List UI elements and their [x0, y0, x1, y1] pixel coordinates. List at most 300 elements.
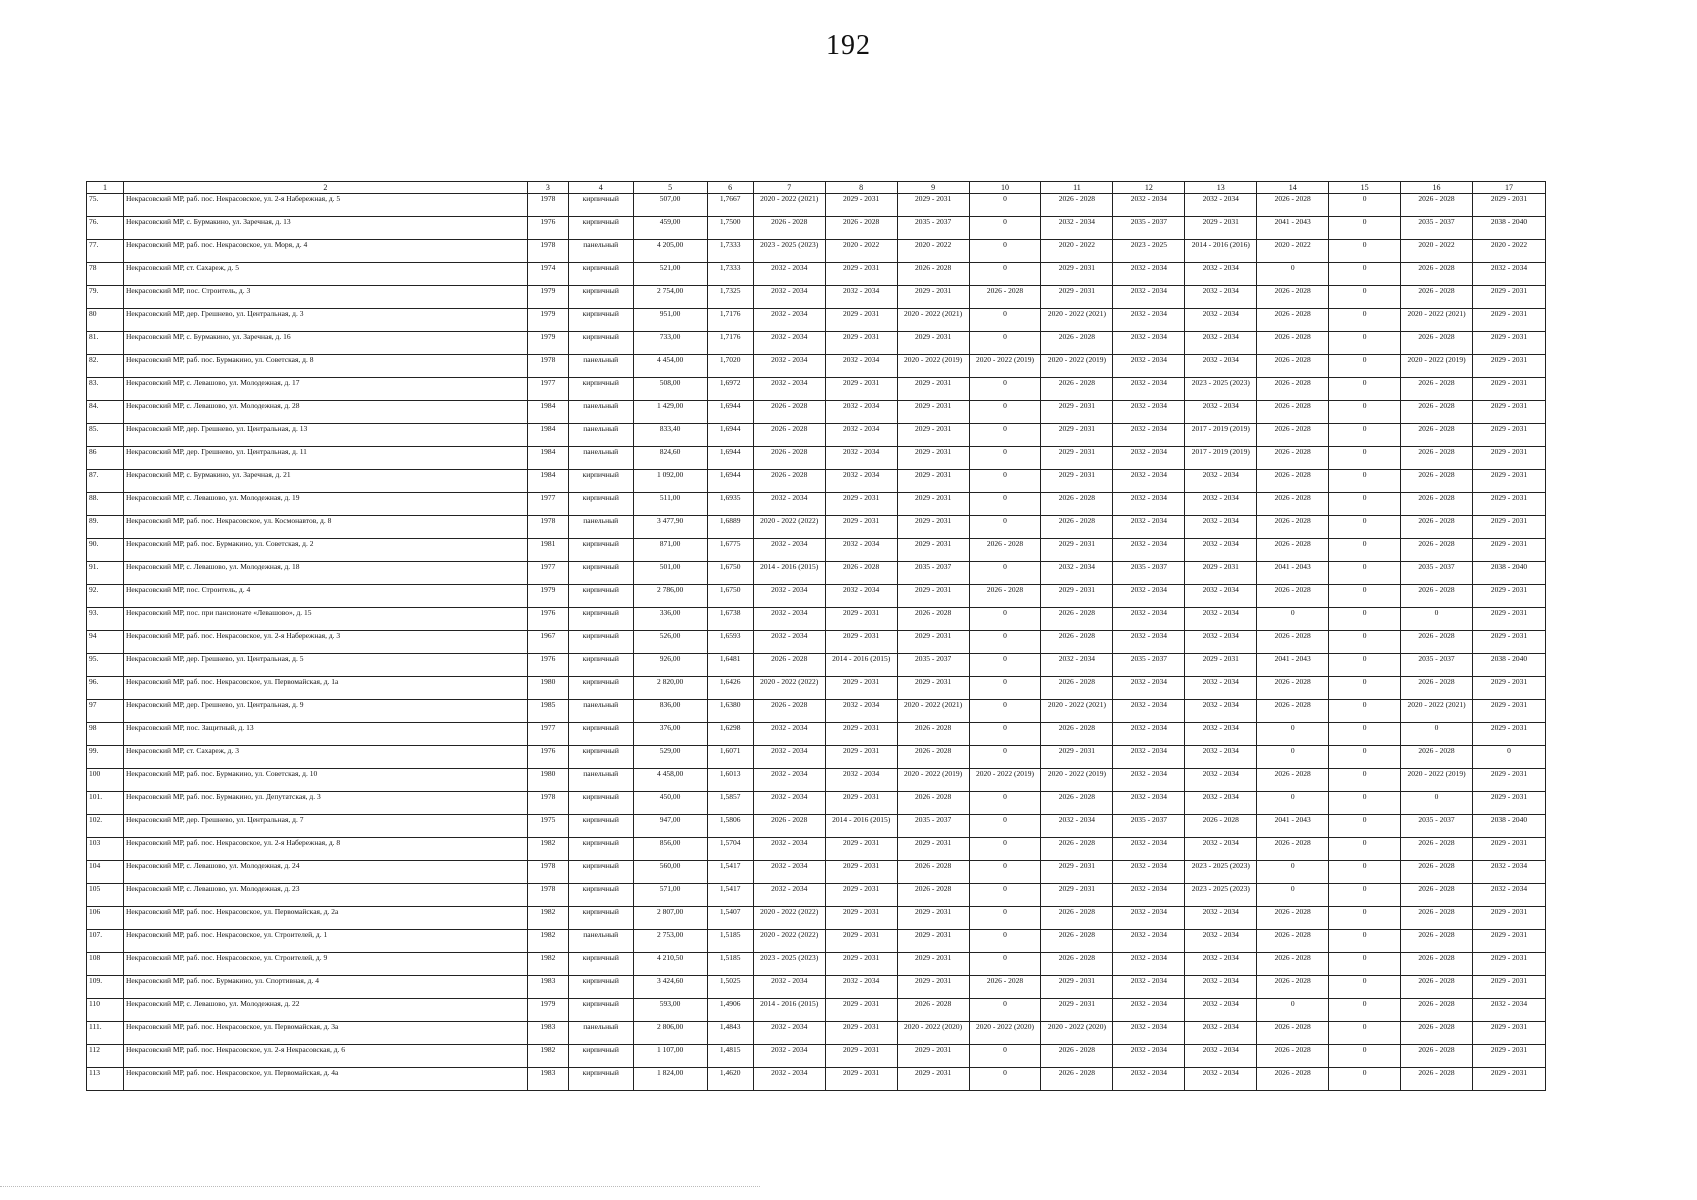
table-cell: 1983 [527, 976, 568, 999]
table-cell: 2032 - 2034 [1185, 677, 1257, 700]
table-cell: 2023 - 2025 (2023) [1185, 378, 1257, 401]
table-cell: 0 [969, 746, 1041, 769]
table-cell: 0 [1329, 815, 1401, 838]
table-cell: 1,7176 [707, 309, 753, 332]
table-cell: 0 [1401, 723, 1473, 746]
table-row [87, 700, 1546, 723]
table-row [87, 930, 1546, 953]
table-cell: 2032 - 2034 [1185, 470, 1257, 493]
table-cell: кирпичный [568, 1045, 633, 1068]
table-cell: 2032 - 2034 [1185, 585, 1257, 608]
table-cell: 2029 - 2031 [825, 930, 897, 953]
table-cell: 2032 - 2034 [1113, 355, 1185, 378]
table-cell: 2032 - 2034 [1185, 838, 1257, 861]
table-cell: 2020 - 2022 [1473, 240, 1546, 263]
table-cell: 2038 - 2040 [1473, 217, 1546, 240]
table-cell: 2032 - 2034 [753, 1068, 825, 1091]
table-cell: кирпичный [568, 838, 633, 861]
table-cell: 1976 [527, 217, 568, 240]
table-cell: кирпичный [568, 539, 633, 562]
table-cell: 2029 - 2031 [825, 516, 897, 539]
table-cell: кирпичный [568, 585, 633, 608]
table-row [87, 401, 1546, 424]
table-cell: 2020 - 2022 (2021) [753, 194, 825, 217]
table-cell: 0 [1257, 723, 1329, 746]
address-cell: Некрасовский МР, раб. пос. Бурмакино, ул. Депутатская, д. 3 [123, 792, 527, 815]
table-cell: 2032 - 2034 [753, 355, 825, 378]
table-cell: 2029 - 2031 [1041, 861, 1113, 884]
table-cell: 2035 - 2037 [897, 815, 969, 838]
table-cell: 2032 - 2034 [825, 401, 897, 424]
table-cell: 0 [969, 884, 1041, 907]
table-cell: 2029 - 2031 [825, 1045, 897, 1068]
table-cell: 2020 - 2022 (2021) [1041, 700, 1113, 723]
table-cell: 2032 - 2034 [1113, 861, 1185, 884]
table-cell: 2026 - 2028 [1041, 1045, 1113, 1068]
table-cell: 2026 - 2028 [1041, 608, 1113, 631]
table-cell: 2032 - 2034 [825, 355, 897, 378]
address-cell: Некрасовский МР, раб. пос. Некрасовское, ул. 2-я Набережная, д. 5 [123, 194, 527, 217]
table-cell: 2035 - 2037 [897, 562, 969, 585]
row-number-cell: 106 [87, 907, 124, 930]
table-cell: кирпичный [568, 263, 633, 286]
table-cell: 2032 - 2034 [1113, 746, 1185, 769]
table-cell: 2038 - 2040 [1473, 815, 1546, 838]
address-cell: Некрасовский МР, раб. пос. Некрасовское, ул. Строителей, д. 1 [123, 930, 527, 953]
table-cell: 2032 - 2034 [753, 631, 825, 654]
table-cell: 1,5025 [707, 976, 753, 999]
table-cell: 0 [1329, 539, 1401, 562]
table-cell: 2029 - 2031 [897, 976, 969, 999]
address-cell: Некрасовский МР, с. Левашово, ул. Молодежная, д. 24 [123, 861, 527, 884]
table-cell: 2026 - 2028 [1401, 194, 1473, 217]
table-cell: 0 [969, 401, 1041, 424]
table-cell: 2020 - 2022 (2020) [969, 1022, 1041, 1045]
table-cell: 2029 - 2031 [825, 746, 897, 769]
row-number-cell: 113 [87, 1068, 124, 1091]
address-cell: Некрасовский МР, раб. пос. Некрасовское, ул. Строителей, д. 9 [123, 953, 527, 976]
table-cell: 2032 - 2034 [1113, 539, 1185, 562]
column-number-3: 3 [527, 182, 568, 194]
table-cell: 0 [969, 654, 1041, 677]
table-cell: 2026 - 2028 [1401, 907, 1473, 930]
table-cell: 2026 - 2028 [1257, 447, 1329, 470]
table-cell: кирпичный [568, 332, 633, 355]
table-cell: 2029 - 2031 [897, 286, 969, 309]
table-cell: 2026 - 2028 [1401, 286, 1473, 309]
table-cell: 2032 - 2034 [1185, 355, 1257, 378]
table-cell: 2026 - 2028 [897, 723, 969, 746]
table-cell: 2029 - 2031 [825, 1068, 897, 1091]
table-row [87, 1022, 1546, 1045]
table-cell: 0 [969, 815, 1041, 838]
table-cell: 2032 - 2034 [753, 861, 825, 884]
table-cell: 0 [1329, 976, 1401, 999]
table-cell: 2035 - 2037 [1401, 654, 1473, 677]
address-cell: Некрасовский МР, раб. пос. Бурмакино, ул. Советская, д. 2 [123, 539, 527, 562]
table-cell: 2026 - 2028 [1257, 194, 1329, 217]
table-cell: 2032 - 2034 [753, 746, 825, 769]
table-cell: 1985 [527, 700, 568, 723]
table-cell: 1,5407 [707, 907, 753, 930]
table-row [87, 424, 1546, 447]
table-cell: 2023 - 2025 (2023) [753, 240, 825, 263]
table-cell: 2032 - 2034 [1113, 401, 1185, 424]
table-cell: 2029 - 2031 [1041, 447, 1113, 470]
table-cell: 2029 - 2031 [825, 723, 897, 746]
table-cell: 1982 [527, 838, 568, 861]
table-cell: 2026 - 2028 [1041, 631, 1113, 654]
table-cell: 2032 - 2034 [825, 769, 897, 792]
table-cell: 0 [1329, 999, 1401, 1022]
table-cell: 2032 - 2034 [1113, 194, 1185, 217]
table-cell: 2026 - 2028 [1257, 976, 1329, 999]
table-cell: 2032 - 2034 [1041, 217, 1113, 240]
table-cell: 0 [1257, 884, 1329, 907]
table-cell: 2032 - 2034 [1185, 401, 1257, 424]
table-cell: 2032 - 2034 [1185, 723, 1257, 746]
table-cell: 4 458,00 [633, 769, 707, 792]
table-cell: 2026 - 2028 [1257, 700, 1329, 723]
table-cell: 0 [1329, 930, 1401, 953]
table-cell: 0 [969, 217, 1041, 240]
table-cell: 0 [969, 1045, 1041, 1068]
housing-register-table [86, 181, 1546, 1091]
table-cell: 2029 - 2031 [1473, 194, 1546, 217]
table-cell: 1,5806 [707, 815, 753, 838]
table-cell: 2032 - 2034 [1185, 631, 1257, 654]
address-cell: Некрасовский МР, дер. Грешнево, ул. Центральная, д. 5 [123, 654, 527, 677]
address-cell: Некрасовский МР, раб. пос. Некрасовское, ул. Космонавтов, д. 8 [123, 516, 527, 539]
address-cell: Некрасовский МР, раб. пос. Бурмакино, ул. Спортивная, д. 4 [123, 976, 527, 999]
table-cell: 2032 - 2034 [1113, 907, 1185, 930]
table-cell: 2029 - 2031 [1473, 769, 1546, 792]
address-cell: Некрасовский МР, дер. Грешнево, ул. Центральная, д. 3 [123, 309, 527, 332]
table-cell: 2026 - 2028 [1257, 539, 1329, 562]
table-cell: 2032 - 2034 [1185, 263, 1257, 286]
table-cell: 833,40 [633, 424, 707, 447]
table-cell: 0 [969, 240, 1041, 263]
table-cell: 1,7325 [707, 286, 753, 309]
table-row [87, 608, 1546, 631]
table-cell: 2029 - 2031 [1041, 746, 1113, 769]
table-cell: 2029 - 2031 [1473, 953, 1546, 976]
table-cell: кирпичный [568, 470, 633, 493]
table-cell: 2026 - 2028 [1257, 516, 1329, 539]
table-cell: 2026 - 2028 [1401, 631, 1473, 654]
table-cell: 0 [1329, 953, 1401, 976]
table-row [87, 769, 1546, 792]
table-cell: 1982 [527, 1045, 568, 1068]
address-cell: Некрасовский МР, с. Левашово, ул. Молодежная, д. 18 [123, 562, 527, 585]
table-cell: 824,60 [633, 447, 707, 470]
table-cell: 2026 - 2028 [1041, 930, 1113, 953]
table-cell: 2026 - 2028 [1401, 1068, 1473, 1091]
table-cell: 0 [1329, 332, 1401, 355]
table-cell: 2032 - 2034 [753, 884, 825, 907]
table-cell: 1978 [527, 516, 568, 539]
table-cell: 2032 - 2034 [1113, 700, 1185, 723]
table-cell: 2032 - 2034 [1113, 585, 1185, 608]
table-cell: 2032 - 2034 [1185, 976, 1257, 999]
table-cell: панельный [568, 1022, 633, 1045]
table-cell: 2023 - 2025 (2023) [1185, 861, 1257, 884]
table-cell: 2038 - 2040 [1473, 654, 1546, 677]
table-cell: 2032 - 2034 [1113, 424, 1185, 447]
table-cell: 2029 - 2031 [897, 401, 969, 424]
row-number-cell: 84. [87, 401, 124, 424]
table-cell: 2032 - 2034 [1113, 838, 1185, 861]
table-cell: 0 [1329, 861, 1401, 884]
row-number-cell: 108 [87, 953, 124, 976]
table-cell: 1984 [527, 424, 568, 447]
table-cell: 1979 [527, 999, 568, 1022]
address-cell: Некрасовский МР, пос. при пансионате «Левашово», д. 15 [123, 608, 527, 631]
table-cell: 0 [969, 447, 1041, 470]
table-row [87, 907, 1546, 930]
table-row [87, 263, 1546, 286]
address-cell: Некрасовский МР, пос. Строитель, д. 3 [123, 286, 527, 309]
table-cell: 0 [969, 999, 1041, 1022]
table-cell: 4 454,00 [633, 355, 707, 378]
table-cell: кирпичный [568, 723, 633, 746]
table-cell: 2029 - 2031 [1185, 654, 1257, 677]
table-cell: 2026 - 2028 [969, 286, 1041, 309]
table-cell: 2029 - 2031 [897, 1045, 969, 1068]
table-cell: 2026 - 2028 [1041, 493, 1113, 516]
table-cell: 2026 - 2028 [1041, 378, 1113, 401]
table-cell: 2029 - 2031 [897, 194, 969, 217]
table-cell: 2032 - 2034 [1185, 286, 1257, 309]
table-cell: 2032 - 2034 [1113, 309, 1185, 332]
table-cell: 0 [1329, 447, 1401, 470]
table-cell: 2026 - 2028 [753, 700, 825, 723]
table-cell: 0 [969, 516, 1041, 539]
table-cell: 1984 [527, 401, 568, 424]
table-cell: 2035 - 2037 [1401, 815, 1473, 838]
table-cell: 0 [969, 470, 1041, 493]
table-cell: 2026 - 2028 [1257, 838, 1329, 861]
table-cell: 2032 - 2034 [753, 838, 825, 861]
table-cell: 2026 - 2028 [897, 746, 969, 769]
table-cell: 0 [1329, 907, 1401, 930]
table-cell: кирпичный [568, 976, 633, 999]
column-number-header-row [87, 182, 1546, 194]
table-cell: 0 [1473, 746, 1546, 769]
table-cell: 1,6593 [707, 631, 753, 654]
table-cell: 1,6944 [707, 424, 753, 447]
table-cell: 2026 - 2028 [753, 815, 825, 838]
table-cell: 2026 - 2028 [1401, 263, 1473, 286]
table-cell: 0 [969, 194, 1041, 217]
table-row [87, 585, 1546, 608]
table-cell: 0 [969, 838, 1041, 861]
table-cell: 2029 - 2031 [897, 493, 969, 516]
table-row [87, 539, 1546, 562]
table-cell: 1,5704 [707, 838, 753, 861]
table-cell: кирпичный [568, 194, 633, 217]
table-cell: 2029 - 2031 [825, 608, 897, 631]
table-cell: кирпичный [568, 1068, 633, 1091]
table-cell: 2032 - 2034 [1185, 769, 1257, 792]
row-number-cell: 79. [87, 286, 124, 309]
table-cell: 2032 - 2034 [825, 539, 897, 562]
table-cell: 2029 - 2031 [825, 332, 897, 355]
table-cell: 0 [1329, 355, 1401, 378]
row-number-cell: 94 [87, 631, 124, 654]
table-cell: 2029 - 2031 [825, 309, 897, 332]
row-number-cell: 80 [87, 309, 124, 332]
table-cell: 2032 - 2034 [1113, 378, 1185, 401]
column-number-2: 2 [123, 182, 527, 194]
row-number-cell: 103 [87, 838, 124, 861]
table-cell: кирпичный [568, 378, 633, 401]
address-cell: Некрасовский МР, дер. Грешнево, ул. Центральная, д. 9 [123, 700, 527, 723]
table-cell: 2029 - 2031 [1473, 539, 1546, 562]
table-cell: 2029 - 2031 [825, 677, 897, 700]
table-cell: 2020 - 2022 (2019) [897, 769, 969, 792]
table-cell: 2035 - 2037 [897, 654, 969, 677]
row-number-cell: 90. [87, 539, 124, 562]
table-cell: 1978 [527, 792, 568, 815]
table-cell: 0 [969, 309, 1041, 332]
table-cell: 2032 - 2034 [753, 792, 825, 815]
table-cell: 2029 - 2031 [825, 1022, 897, 1045]
table-cell: 871,00 [633, 539, 707, 562]
row-number-cell: 82. [87, 355, 124, 378]
column-number-11: 11 [1041, 182, 1113, 194]
table-cell: панельный [568, 447, 633, 470]
table-cell: 2029 - 2031 [1473, 700, 1546, 723]
table-cell: 2032 - 2034 [1113, 631, 1185, 654]
address-cell: Некрасовский МР, с. Левашово, ул. Молодежная, д. 17 [123, 378, 527, 401]
table-cell: 2026 - 2028 [1401, 447, 1473, 470]
row-number-cell: 101. [87, 792, 124, 815]
table-cell: 0 [969, 424, 1041, 447]
table-cell: 2032 - 2034 [825, 470, 897, 493]
address-cell: Некрасовский МР, раб. пос. Некрасовское, ул. Первомайская, д. 4а [123, 1068, 527, 1091]
table-cell: 1975 [527, 815, 568, 838]
table-cell: 2026 - 2028 [1257, 930, 1329, 953]
table-cell: 0 [969, 723, 1041, 746]
table-cell: 2026 - 2028 [1257, 585, 1329, 608]
table-cell: 2029 - 2031 [897, 539, 969, 562]
table-cell: 2026 - 2028 [1401, 838, 1473, 861]
table-cell: 2029 - 2031 [1473, 332, 1546, 355]
table-cell: 1977 [527, 562, 568, 585]
table-cell: 376,00 [633, 723, 707, 746]
table-cell: 2020 - 2022 (2019) [1401, 355, 1473, 378]
table-cell: 1,6298 [707, 723, 753, 746]
column-number-8: 8 [825, 182, 897, 194]
table-cell: 2035 - 2037 [897, 217, 969, 240]
row-number-cell: 81. [87, 332, 124, 355]
table-cell: 2032 - 2034 [1185, 493, 1257, 516]
table-cell: 521,00 [633, 263, 707, 286]
table-cell: 2026 - 2028 [1401, 746, 1473, 769]
table-cell: 2 806,00 [633, 1022, 707, 1045]
table-cell: кирпичный [568, 953, 633, 976]
table-cell: 2032 - 2034 [1185, 746, 1257, 769]
table-cell: 2026 - 2028 [1257, 332, 1329, 355]
table-cell: 2026 - 2028 [897, 861, 969, 884]
table-cell: 2032 - 2034 [1113, 930, 1185, 953]
table-cell: 2026 - 2028 [1257, 493, 1329, 516]
table-cell: кирпичный [568, 631, 633, 654]
row-number-cell: 104 [87, 861, 124, 884]
table-cell: 2026 - 2028 [969, 585, 1041, 608]
row-number-cell: 102. [87, 815, 124, 838]
table-cell: 0 [1329, 263, 1401, 286]
table-cell: 2017 - 2019 (2019) [1185, 447, 1257, 470]
table-cell: 2029 - 2031 [1473, 838, 1546, 861]
table-cell: 2032 - 2034 [825, 976, 897, 999]
address-cell: Некрасовский МР, с. Левашово, ул. Молодежная, д. 19 [123, 493, 527, 516]
row-number-cell: 78 [87, 263, 124, 286]
table-cell: 2032 - 2034 [1113, 1068, 1185, 1091]
table-cell: 2026 - 2028 [825, 217, 897, 240]
table-cell: 2032 - 2034 [753, 539, 825, 562]
table-row [87, 309, 1546, 332]
table-row [87, 332, 1546, 355]
table-cell: 0 [1257, 746, 1329, 769]
table-cell: 1,6481 [707, 654, 753, 677]
table-cell: 2020 - 2022 [897, 240, 969, 263]
table-cell: 2041 - 2043 [1257, 217, 1329, 240]
table-cell: 2032 - 2034 [753, 1045, 825, 1068]
table-cell: панельный [568, 700, 633, 723]
row-number-cell: 112 [87, 1045, 124, 1068]
table-cell: 1,6013 [707, 769, 753, 792]
table-cell: 2026 - 2028 [1401, 585, 1473, 608]
table-cell: 2020 - 2022 [1257, 240, 1329, 263]
table-cell: 0 [969, 493, 1041, 516]
table-cell: кирпичный [568, 309, 633, 332]
table-cell: 2020 - 2022 (2020) [1041, 1022, 1113, 1045]
table-cell: 2032 - 2034 [1185, 608, 1257, 631]
table-cell: 2020 - 2022 (2019) [1041, 769, 1113, 792]
table-cell: 0 [1329, 838, 1401, 861]
table-cell: 1,5417 [707, 884, 753, 907]
table-cell: 1,5185 [707, 930, 753, 953]
table-row [87, 792, 1546, 815]
table-cell: 2029 - 2031 [825, 263, 897, 286]
table-cell: 2026 - 2028 [1257, 378, 1329, 401]
table-cell: 2032 - 2034 [753, 309, 825, 332]
table-cell: 1,5857 [707, 792, 753, 815]
table-cell: 459,00 [633, 217, 707, 240]
table-row [87, 838, 1546, 861]
table-cell: 2020 - 2022 (2022) [753, 907, 825, 930]
table-cell: 2026 - 2028 [753, 654, 825, 677]
address-cell: Некрасовский МР, ст. Сахареж, д. 5 [123, 263, 527, 286]
table-cell: 2032 - 2034 [1185, 999, 1257, 1022]
table-cell: 1978 [527, 884, 568, 907]
address-cell: Некрасовский МР, с. Левашово, ул. Молодежная, д. 23 [123, 884, 527, 907]
table-cell: 2029 - 2031 [1473, 585, 1546, 608]
table-cell: 571,00 [633, 884, 707, 907]
table-cell: 2032 - 2034 [1113, 286, 1185, 309]
address-cell: Некрасовский МР, дер. Грешнево, ул. Центральная, д. 13 [123, 424, 527, 447]
row-number-cell: 109. [87, 976, 124, 999]
table-cell: 2029 - 2031 [1041, 539, 1113, 562]
table-row [87, 1068, 1546, 1091]
row-number-cell: 96. [87, 677, 124, 700]
table-cell: 1978 [527, 240, 568, 263]
table-cell: 1,7333 [707, 240, 753, 263]
table-cell: 1976 [527, 746, 568, 769]
table-cell: 2020 - 2022 [1041, 240, 1113, 263]
